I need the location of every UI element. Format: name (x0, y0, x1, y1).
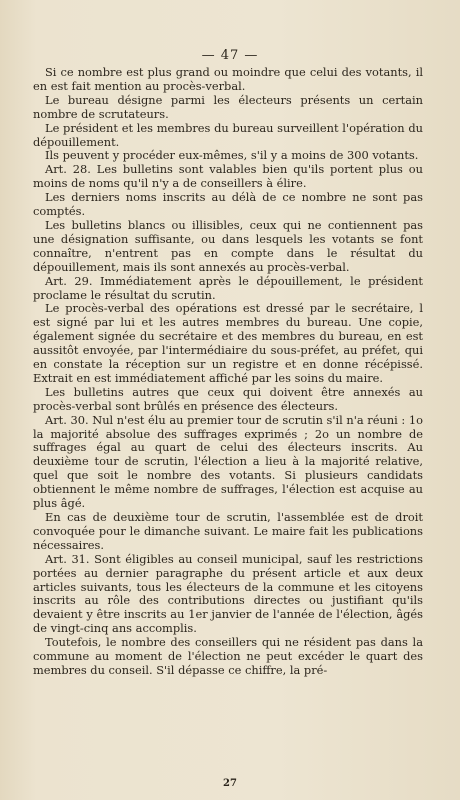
paragraph: Toutefois, le nombre des conseillers qui ne résident pas dans la commune au moment de l'élection ne peut excéder le quart des membres du conseil. S'il dépasse ce chiffre, la pré- (33, 635, 423, 677)
page-number: — 47 — (201, 48, 259, 63)
paragraph: Art. 29. Immédiatement après le dépouillement, le président proclame le résultat du scrutin. (33, 273, 423, 302)
paragraph: En cas de deuxième tour de scrutin, l'assemblée est de droit convoquée pour le dimanche suivant. Le maire fait les publications nécessaires. (33, 510, 423, 552)
body-text (33, 66, 423, 678)
paragraph: Le président et les membres du bureau surveillent l'opération du dépouillement. (33, 120, 423, 149)
paragraph: Art. 28. Les bulletins sont valables bien qu'ils portent plus ou moins de noms qu'il n'y a de conseillers à élire. (33, 162, 423, 191)
paragraph: Le bureau désigne parmi les électeurs présents un certain nombre de scrutateurs. (33, 92, 423, 121)
paragraph: Art. 31. Sont éligibles au conseil municipal, sauf les restrictions portées au dernier paragraphe du présent article et aux deux articles suivants, tous les électeurs de la commune et les citoyens inscrits au rôle des contributions directes ou justifiant qu'ils devaient y être inscrits au 1er janvier de l'année de l'élection, âgés de vingt-cinq ans accomplis. (33, 551, 423, 636)
paragraph: Ils peuvent y procéder eux-mêmes, s'il y a moins de 300 votants. (45, 148, 419, 163)
paragraph: Les derniers noms inscrits au délà de ce nombre ne sont pas comptés. (33, 190, 423, 219)
paragraph: Si ce nombre est plus grand ou moindre que celui des votants, il en est fait mention au procès-verbal. (33, 65, 423, 93)
paragraph: Le procès-verbal des opérations est dressé par le secrétaire, l est signé par lui et les autres membres du bureau. Une copie, également signée du secrétaire et des membres du bureau, en est aussitôt envoyée, par l'intermédiaire du sous-préfet, au préfet, qui en constate la réception sur un registre et en donne récépissé. Extrait en est immédiatement affiché par les soins du maire. (33, 301, 423, 385)
folio-number: 27 (223, 778, 237, 789)
paragraph: Les bulletins autres que ceux qui doivent être annexés au procès-verbal sont brûlés en présence des électeurs. (33, 384, 423, 413)
paragraph: Art. 30. Nul n'est élu au premier tour de scrutin s'il n'a réuni : 1o la majorité absolue des suffrages exprimés ; 2o un nombre de suffrages égal au quart de celui des électeurs inscrits. Au deuxième tour de scrutin, l'élection a lieu à la majorité relative, quel que soit le nombre des votants. Si plusieurs candidats obtiennent le même nombre de suffrages, l'élection est acquise au plus âgé. (33, 412, 423, 511)
paragraph: Les bulletins blancs ou illisibles, ceux qui ne contiennent pas une désignation suffisante, ou dans lesquels les votants se font connaître, n'entrent pas en compte dans le résultat du dépouillement, mais ils sont annexés au procès-verbal. (33, 217, 423, 274)
